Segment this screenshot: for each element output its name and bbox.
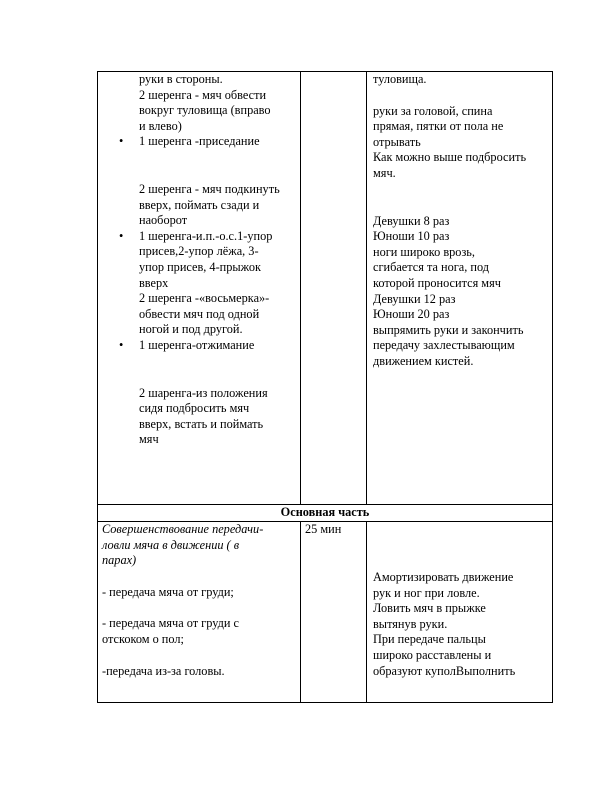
text-line: туловища.	[373, 72, 427, 86]
text-line: мяч.	[373, 165, 396, 180]
text-line: ловли мяча в движении ( в	[102, 537, 240, 552]
spacer	[371, 182, 548, 214]
text-line: передачу захлестывающим	[373, 338, 515, 353]
text-line: вверх, встать и поймать	[139, 416, 264, 431]
section-title: Основная часть	[98, 505, 553, 522]
text-line: 2 шеренга -«восьмерка»-	[139, 291, 270, 306]
text-line: мяч	[139, 432, 159, 447]
spacer	[102, 600, 296, 616]
warmup-duration-cell	[301, 72, 367, 505]
bullet-item: • 1 шеренга -приседание	[102, 134, 296, 150]
text-line: выпрямить руки и закончить	[373, 322, 524, 337]
bullet-item: • 1 шеренга-и.п.-о.с.1-упор	[102, 229, 296, 245]
text-line: парах)	[102, 553, 137, 568]
text-line: 2 шеренга - мяч подкинуть	[139, 181, 280, 196]
spacer	[371, 88, 548, 104]
text-line: ногой и под другой.	[139, 322, 243, 337]
text-line: обвести мяч под одной	[139, 306, 260, 321]
text-line: Совершенствование передачи-	[102, 522, 264, 536]
text-line: При передаче пальцы	[373, 632, 486, 647]
text-line: Как можно выше подбросить	[373, 150, 527, 165]
text-line: отрывать	[373, 134, 421, 149]
text-line: -передача из-за головы.	[102, 663, 225, 678]
text-line: и влево)	[139, 118, 182, 133]
text-line: - передача мяча от груди с	[102, 616, 239, 631]
text-line: упор присев, 4-прыжок	[139, 259, 261, 274]
section-header-row	[98, 505, 553, 522]
text-line: вверх	[139, 275, 169, 290]
warmup-exercises-cell	[98, 72, 301, 505]
text-line: ноги широко врозь,	[373, 244, 475, 259]
text-line: руки в стороны.	[139, 72, 223, 86]
text-line: Юноши 10 раз	[373, 229, 450, 244]
text-line: руки за головой, спина	[373, 103, 493, 118]
duration-text: 25 мин	[305, 522, 342, 536]
lesson-plan-table	[97, 71, 553, 703]
spacer	[102, 569, 296, 585]
text-line: Юноши 20 раз	[373, 307, 450, 322]
text-line: рук и ног при ловле.	[373, 585, 480, 600]
main-guidelines-cell	[367, 522, 553, 703]
main-duration-cell	[301, 522, 367, 703]
text-line: вытянув руки.	[373, 616, 448, 631]
spacer	[371, 554, 548, 570]
text-line: Девушки 12 раз	[373, 291, 456, 306]
text-line: Амортизировать движение	[373, 570, 514, 584]
text-line: - передача мяча от груди;	[102, 584, 234, 599]
text-line: широко расставлены и	[373, 647, 492, 662]
text-line: присев,2-упор лёжа, 3-	[139, 244, 259, 259]
spacer	[102, 354, 296, 386]
text-line: Девушки 8 раз	[373, 213, 450, 228]
text-line: отскоком о пол;	[102, 631, 184, 646]
text-line: 2 шаренга-из положения	[139, 385, 268, 400]
text-line: наоборот	[139, 213, 188, 228]
text-line: движением кистей.	[373, 353, 474, 368]
text-line: вокруг туловища (вправо	[139, 103, 271, 118]
text-line: сидя подбросить мяч	[139, 401, 250, 416]
spacer	[102, 150, 296, 182]
warmup-guidelines-cell	[367, 72, 553, 505]
main-exercises-cell	[98, 522, 301, 703]
text-line: образуют куполВыполнить	[373, 663, 516, 678]
warmup-row	[98, 72, 553, 505]
text-line: Ловить мяч в прыжке	[373, 601, 486, 616]
text-line: 2 шеренга - мяч обвести	[139, 87, 267, 102]
text-line: прямая, пятки от пола не	[373, 119, 504, 134]
text-line: вверх, поймать сзади и	[139, 197, 260, 212]
spacer	[102, 648, 296, 664]
text-line: которой проносится мяч	[373, 275, 501, 290]
main-row	[98, 522, 553, 703]
spacer	[371, 522, 548, 554]
bullet-item: • 1 шеренга-отжимание	[102, 338, 296, 354]
text-line: сгибается та нога, под	[373, 260, 490, 275]
